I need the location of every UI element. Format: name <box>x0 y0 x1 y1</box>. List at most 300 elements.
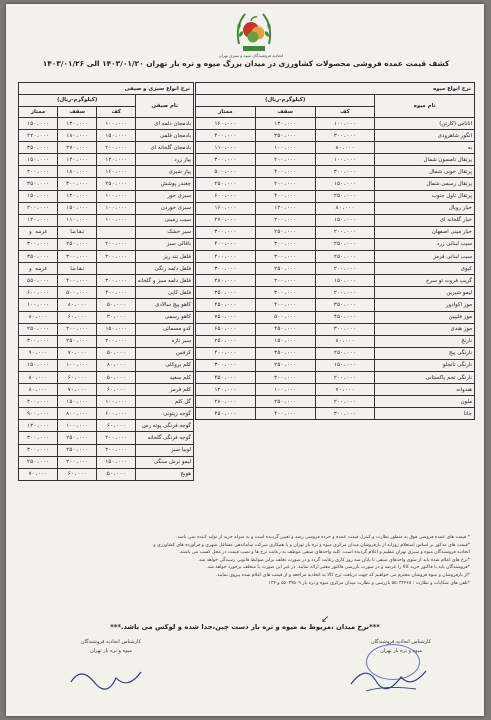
veg-empty-cell <box>97 226 136 238</box>
fruit-best-cell: ۴۰۰،۰۰۰ <box>196 251 256 263</box>
fruit-best-cell: ۴۰۰،۰۰۰ <box>196 238 256 250</box>
veg-row <box>19 166 194 178</box>
fruit-max-cell: ۱۰۰،۰۰۰ <box>255 142 315 154</box>
veg-min-cell: ۱۰۰،۰۰۰ <box>97 202 136 214</box>
veg-max-cell: ۴۰۰،۰۰۰ <box>58 275 97 287</box>
veg-min-cell: ۱۰۰،۰۰۰ <box>97 190 136 202</box>
veg-name-cell: گوجه زیتونی <box>136 408 194 420</box>
veg-name-cell: پیاز زرد <box>136 154 194 166</box>
fruit-min-cell: ۱۰۰،۰۰۰ <box>315 118 375 130</box>
veg-best-cell: ۳۰۰،۰۰۰ <box>19 432 58 444</box>
fruit-name-cell: نارنج <box>375 335 475 347</box>
fruit-min-cell: ۱۰۰،۰۰۰ <box>315 154 375 166</box>
note-line: *تلفن های شکایات و نظارت : ۵۵۰۳۲۴۶۸ بازرسی و نظارت میدان مرکزی میوه و تره بار ۵۵۰۳۹۵۰۹ و ۱۲۴ <box>268 580 470 586</box>
veg-min-cell: ۱۲۰،۰۰۰ <box>97 154 136 166</box>
fruit-name-cell: پرتقال تاول جنوب <box>375 190 475 202</box>
veg-demand-cell: تقاضا <box>58 226 97 238</box>
veg-best-cell: ۳۰۰،۰۰۰ <box>19 444 58 456</box>
veg-best-header: ممتاز <box>19 106 58 118</box>
fruit-min-cell: ۲۵۰،۰۰۰ <box>315 347 375 359</box>
veg-max-cell: ۶۰،۰۰۰ <box>58 468 97 480</box>
veg-max-cell: ۱۰۰،۰۰۰ <box>58 420 97 432</box>
veg-min-cell: ۳۰،۰۰۰ <box>97 311 136 323</box>
fruit-name-cell: به <box>375 142 475 154</box>
fruit-max-cell: ۴۰۰،۰۰۰ <box>255 299 315 311</box>
fruit-best-cell: ۲۵۰،۰۰۰ <box>196 335 256 347</box>
fruit-min-cell: ۱۵۰،۰۰۰ <box>315 359 375 371</box>
veg-row <box>19 226 194 238</box>
fruit-name-cell: خیار مینی اصفهان <box>375 226 475 238</box>
veg-best-cell: ۱۵۰،۰۰۰ <box>19 359 58 371</box>
veg-best-cell: ۹۰۰،۰۰۰ <box>19 408 58 420</box>
note-line: اتحادیه فروشندگان میوه و سبزی تهران تنظیم و اعلام گردیده است. کلیه واحدهای صنفی موظف به رعایت نرخ ها و نصب قیمت در محل کسب می باشند. <box>178 550 470 556</box>
veg-row <box>19 468 194 480</box>
fruit-row <box>196 371 475 383</box>
veg-name-cell: کاهو رسمی <box>136 311 194 323</box>
veg-best-cell: ۳۵۰،۰۰۰ <box>19 251 58 263</box>
veg-min-cell: ۶۰،۰۰۰ <box>97 420 136 432</box>
veg-row <box>19 408 194 420</box>
fruit-price-table <box>195 82 475 420</box>
veg-table-body <box>19 118 194 481</box>
veg-supply-cell: عرضه و <box>19 226 58 238</box>
veg-name-cell: فلفل دلمه رنگی <box>136 263 194 275</box>
veg-min-cell: ۵۰،۰۰۰ <box>97 468 136 480</box>
fruit-min-cell: ۳۰۰،۰۰۰ <box>315 408 375 420</box>
veg-row <box>19 299 194 311</box>
veg-name-cell: کلم بروکلی <box>136 359 194 371</box>
fruit-best-cell: ۴۵۰،۰۰۰ <box>196 299 256 311</box>
veg-name-cell: بادمجان گلخانه ای <box>136 142 194 154</box>
veg-min-cell: ۲۰۰،۰۰۰ <box>97 444 136 456</box>
veg-min-cell: ۱۵۰،۰۰۰ <box>97 323 136 335</box>
fruit-max-cell: ۳۵۰،۰۰۰ <box>255 347 315 359</box>
veg-row <box>19 323 194 335</box>
fruit-min-cell: ۱۵۰،۰۰۰ <box>315 178 375 190</box>
veg-best-cell: ۸۰،۰۰۰ <box>19 384 58 396</box>
veg-max-cell: ۱۳۰،۰۰۰ <box>58 118 97 130</box>
veg-section-title: نرخ انواع سبزی و صیفی <box>19 83 194 95</box>
fruit-row <box>196 396 475 408</box>
veg-best-cell: ۳۰۰،۰۰۰ <box>19 238 58 250</box>
veg-min-cell: ۵۰،۰۰۰ <box>97 299 136 311</box>
veg-max-cell: ۳۰۰،۰۰۰ <box>58 251 97 263</box>
fruit-row <box>196 263 475 275</box>
veg-name-cell: چغندر پوشش <box>136 178 194 190</box>
veg-min-header: کف <box>97 106 136 118</box>
fruit-max-cell: ۲۵۰،۰۰۰ <box>255 359 315 371</box>
fruit-best-cell: ۱۶۰،۰۰۰ <box>196 202 256 214</box>
fruit-max-cell: ۴۰۰،۰۰۰ <box>255 190 315 202</box>
veg-best-cell: ۲۲۰،۰۰۰ <box>19 130 58 142</box>
veg-best-cell: ۱۵۰،۰۰۰ <box>19 190 58 202</box>
veg-max-cell: ۶۰،۰۰۰ <box>58 311 97 323</box>
fruit-max-cell: ۲۰۰،۰۰۰ <box>255 214 315 226</box>
veg-min-cell: ۲۰۰،۰۰۰ <box>97 251 136 263</box>
veg-row <box>19 335 194 347</box>
veg-name-cell: کدو مسمائی <box>136 323 194 335</box>
veg-name-cell: گوجه فرنگی گلخانه <box>136 432 194 444</box>
note-line: * قیمت های عمده فروشی فوق به منظور نظارت و کنترل قیمت عمده و خرده فروشی رصد و تعیین گردیده است و به منزله خرید از تولید کننده نمی باشد. <box>176 535 470 540</box>
fruit-max-cell: ۴۵۰،۰۰۰ <box>255 323 315 335</box>
fruit-max-cell: ۱۲۰،۰۰۰ <box>255 202 315 214</box>
fruit-max-header: سقف <box>255 106 315 118</box>
veg-min-cell: ۵۰،۰۰۰ <box>97 371 136 383</box>
veg-name-cell: سبزی خوردن <box>136 202 194 214</box>
fruit-unit-header: (کیلوگرم-ریال) <box>196 95 375 107</box>
veg-best-cell: ۳۵۰،۰۰۰ <box>19 142 58 154</box>
fruit-max-cell: ۲۰۰،۰۰۰ <box>255 154 315 166</box>
veg-name-cell: لوبیا سبز <box>136 444 194 456</box>
fruit-min-cell: ۲۰۰،۰۰۰ <box>315 287 375 299</box>
fruit-min-cell: ۱۵۰،۰۰۰ <box>315 275 375 287</box>
fruit-row <box>196 408 475 420</box>
fruit-row <box>196 190 475 202</box>
veg-max-cell: ۱۱۰،۰۰۰ <box>58 214 97 226</box>
fruit-best-cell: ۷۵۰،۰۰۰ <box>196 311 256 323</box>
veg-min-cell: ۶۰،۰۰۰ <box>97 384 136 396</box>
fruit-name-cell: لیمو شیرین <box>375 287 475 299</box>
veg-max-cell: ۷۰،۰۰۰ <box>58 384 97 396</box>
veg-best-cell: ۲۰۰،۰۰۰ <box>19 166 58 178</box>
veg-best-cell: ۱۲۰،۰۰۰ <box>19 214 58 226</box>
fruit-name-cell: هندوانه <box>375 384 475 396</box>
fruit-min-cell: ۳۰۰،۰۰۰ <box>315 166 375 178</box>
fruit-row <box>196 178 475 190</box>
fruit-row <box>196 251 475 263</box>
veg-max-cell: ۸۰،۰۰۰ <box>58 299 97 311</box>
fruit-max-cell: ۵۰۰،۰۰۰ <box>255 311 315 323</box>
fruit-max-cell: ۳۰۰،۰۰۰ <box>255 238 315 250</box>
veg-max-cell: ۲۵۰،۰۰۰ <box>58 335 97 347</box>
veg-name-cell: کلم قرمز <box>136 384 194 396</box>
fruit-best-cell: ۳۰۰،۰۰۰ <box>196 359 256 371</box>
fruit-min-cell: ۲۰۰،۰۰۰ <box>315 226 375 238</box>
veg-max-cell: ۲۰۰،۰۰۰ <box>58 456 97 468</box>
veg-min-cell: ۶۰۰،۰۰۰ <box>97 408 136 420</box>
fruit-best-cell: ۳۰۰،۰۰۰ <box>196 263 256 275</box>
veg-name-cell: سیب زمینی <box>136 214 194 226</box>
veg-max-cell: ۱۸۰،۰۰۰ <box>58 166 97 178</box>
veg-max-cell: ۷۰،۰۰۰ <box>58 347 97 359</box>
fruit-min-cell: ۲۰۰،۰۰۰ <box>315 396 375 408</box>
left-signature-block <box>46 638 176 656</box>
fruit-min-cell: ۷۰،۰۰۰ <box>315 384 375 396</box>
veg-max-cell: ۲۰۰،۰۰۰ <box>58 323 97 335</box>
fruit-min-cell: ۸۰،۰۰۰ <box>315 142 375 154</box>
veg-min-cell: ۱۰۰،۰۰۰ <box>97 396 136 408</box>
veg-row <box>19 347 194 359</box>
fruit-best-cell: ۱۶۰،۰۰۰ <box>196 118 256 130</box>
veg-row <box>19 456 194 468</box>
veg-best-cell: ۵۵۰،۰۰۰ <box>19 275 58 287</box>
veg-max-cell: ۳۰۰،۰۰۰ <box>58 178 97 190</box>
veg-name-cell: کلم سفید <box>136 371 194 383</box>
veg-best-cell: ۱۵۰،۰۰۰ <box>19 154 58 166</box>
veg-best-cell: ۷۰،۰۰۰ <box>19 468 58 480</box>
fruit-min-cell: ۲۵۰،۰۰۰ <box>315 190 375 202</box>
market-price-note: ***نرخ میدان ،مربوط به میوه و تره بار دست چین،جدا شده و لوکس می باشد.*** <box>110 623 380 631</box>
fruit-best-cell: ۲۵۰،۰۰۰ <box>196 178 256 190</box>
fruit-name-cell: پرتقال رسمی شمال <box>375 178 475 190</box>
veg-min-cell: ۲۵۰،۰۰۰ <box>97 178 136 190</box>
veg-supply-cell: عرضه و <box>19 263 58 275</box>
veg-max-cell: ۲۷۰،۰۰۰ <box>58 142 97 154</box>
fruit-best-cell: ۴۵۰،۰۰۰ <box>196 408 256 420</box>
veg-name-cell: پیاز شیری <box>136 166 194 178</box>
fruit-best-cell: ۲۷۰،۰۰۰ <box>196 214 256 226</box>
veg-row <box>19 275 194 287</box>
fruit-best-cell: ۵۰۰،۰۰۰ <box>196 166 256 178</box>
fruit-row <box>196 323 475 335</box>
veg-row <box>19 130 194 142</box>
fruit-best-cell: ۱۱۰،۰۰۰ <box>196 142 256 154</box>
note-line: *قیمت های مذکور بر اساس استعلام روزانه از بارفروشان میدان مرکزی میوه و تره بار تهران و با همکاری شرکت ساماندهی مشاغل شهری و فرآورده های کشاورزی و <box>153 542 470 548</box>
fruit-best-cell: ۳۰۰،۰۰۰ <box>196 154 256 166</box>
veg-max-cell: ۱۰۰،۰۰۰ <box>58 359 97 371</box>
veg-best-cell: ۳۵۰،۰۰۰ <box>19 178 58 190</box>
veg-row <box>19 214 194 226</box>
veg-min-cell: ۵۰،۰۰۰ <box>97 347 136 359</box>
fruit-max-cell: ۳۰۰،۰۰۰ <box>255 371 315 383</box>
veg-best-cell: ۲۵۰،۰۰۰ <box>19 456 58 468</box>
fruit-min-cell: ۸۰،۰۰۰ <box>315 335 375 347</box>
fruit-name-cell: پرتقال خونی شمال <box>375 166 475 178</box>
veg-max-cell: ۱۵۰،۰۰۰ <box>58 202 97 214</box>
veg-max-cell: ۱۸۰،۰۰۰ <box>58 130 97 142</box>
veg-name-cell: کاهو پیچ سالادی <box>136 299 194 311</box>
left-signature-subtitle: میوه و تره بار تهران <box>90 648 132 654</box>
document-title: کشف قیمت عمده فروشی محصولات کشاورزی در میدان بزرگ میوه و تره بار تهران ۱۴۰۳/۰۱/۲۰ الی ۱۴۰۳/۰۱/۲۶ <box>42 59 450 68</box>
fruit-max-cell: ۴۰۰،۰۰۰ <box>255 408 315 420</box>
fruit-best-cell: ۳۰۰،۰۰۰ <box>196 226 256 238</box>
veg-name-cell: سبزی جور <box>136 190 194 202</box>
fruit-best-cell: ۳۵۰،۰۰۰ <box>196 287 256 299</box>
veg-demand-cell: تقاضا <box>58 263 97 275</box>
fruit-min-cell: ۳۵۰،۰۰۰ <box>315 299 375 311</box>
fruit-best-cell: ۴۰۰،۰۰۰ <box>196 130 256 142</box>
fruit-min-cell: ۲۰۰،۰۰۰ <box>315 263 375 275</box>
fruit-name-cell: نارنگی تخم پاکستانی <box>375 371 475 383</box>
fruit-name-cell: کیوی <box>375 263 475 275</box>
veg-min-cell: ۱۵۰،۰۰۰ <box>97 130 136 142</box>
fruit-max-cell: ۱۰۰،۰۰۰ <box>255 384 315 396</box>
veg-max-cell: ۲۵۰،۰۰۰ <box>58 444 97 456</box>
veg-row <box>19 251 194 263</box>
fruit-max-cell: ۲۵۰،۰۰۰ <box>255 396 315 408</box>
fruit-best-cell: ۲۸۰،۰۰۰ <box>196 396 256 408</box>
veg-best-cell: ۹۰،۰۰۰ <box>19 347 58 359</box>
fruit-max-cell: ۲۵۰،۰۰۰ <box>255 226 315 238</box>
fruit-min-cell: ۲۵۰،۰۰۰ <box>315 238 375 250</box>
fruit-row <box>196 166 475 178</box>
veg-min-cell: ۱۶۰،۰۰۰ <box>97 166 136 178</box>
veg-row <box>19 396 194 408</box>
veg-row <box>19 154 194 166</box>
veg-name-cell: فلفل دلمه سبز و گلخانه <box>136 275 194 287</box>
fruit-best-cell: ۲۸۰،۰۰۰ <box>196 275 256 287</box>
veg-row <box>19 238 194 250</box>
veg-row <box>19 384 194 396</box>
veg-min-cell: ۴۰۰،۰۰۰ <box>97 287 136 299</box>
fruit-name-cell: سیب لبنانی زرد <box>375 238 475 250</box>
fruit-row <box>196 299 475 311</box>
veg-name-cell: گوجه فرنگی پوته رس <box>136 420 194 432</box>
fruit-max-cell: ۲۵۰،۰۰۰ <box>255 263 315 275</box>
fruit-max-cell: ۴۰۰،۰۰۰ <box>255 166 315 178</box>
veg-max-cell: ۶۰،۰۰۰ <box>58 371 97 383</box>
veg-best-cell: ۳۰۰،۰۰۰ <box>19 335 58 347</box>
fruit-max-cell: ۱۵۰،۰۰۰ <box>255 335 315 347</box>
left-handwritten-signature <box>66 662 146 698</box>
fruit-min-cell: ۴۵۰،۰۰۰ <box>315 311 375 323</box>
fruit-best-cell: ۱۲۰،۰۰۰ <box>196 384 256 396</box>
veg-row <box>19 444 194 456</box>
fruit-name-cell: خیار رویال <box>375 202 475 214</box>
org-name: اتحادیه فروشندگان میوه و سبزی تهران <box>218 53 284 58</box>
fruit-best-header: ممتاز <box>196 106 256 118</box>
veg-row <box>19 118 194 130</box>
fruit-row <box>196 118 475 130</box>
veg-max-cell: ۲۵۰،۰۰۰ <box>58 238 97 250</box>
veg-best-cell: ۲۵۰،۰۰۰ <box>19 323 58 335</box>
veg-max-cell: ۵۰۰،۰۰۰ <box>58 287 97 299</box>
fruit-max-cell: ۲۰۰،۰۰۰ <box>255 275 315 287</box>
fruit-row <box>196 238 475 250</box>
veg-row <box>19 142 194 154</box>
veg-name-cell: گل کلم <box>136 396 194 408</box>
note-line: *از بارفروشان و میوه فروشان محترم می خواهیم که جهت دریافت نرخ کالا به اتحادیه مراجعه و از قیمت های اعلام شده پیروی نمایند. <box>215 572 470 578</box>
fruit-row <box>196 287 475 299</box>
veg-best-cell: ۲۰۰،۰۰۰ <box>19 396 58 408</box>
veg-min-cell: ۱۰۰،۰۰۰ <box>97 214 136 226</box>
note-line: *فروشندگان باید با فاکتور خرید کالا را عرضه و در صورت بازرسی فاکتور معتبر ارائه نمایند. در غیر این صورت با متخلف برخورد خواهد شد. <box>206 565 470 571</box>
note-line: *نرخ های اعلام شده باید از سوی واحدهای صنفی تا پایان سه روز کاری رعایت گردد و در صورت تخلف برابر ضوابط قانونی رسیدگی خواهد شد. <box>197 557 470 563</box>
fruit-name-cell: انگور شاهرودی <box>375 130 475 142</box>
fruit-best-cell: ۴۵۰،۰۰۰ <box>196 371 256 383</box>
right-handwritten-signature <box>346 659 436 699</box>
right-signature-subtitle: میوه و تره بار تهران <box>380 648 422 654</box>
vegetable-price-table <box>18 82 194 481</box>
fruit-row <box>196 130 475 142</box>
fruit-row <box>196 142 475 154</box>
veg-name-cell: فلفل کاپی <box>136 287 194 299</box>
fruit-name-cell: گریپ فروت تو سرخ <box>375 275 475 287</box>
veg-max-cell: ۱۲۰،۰۰۰ <box>58 190 97 202</box>
veg-row <box>19 178 194 190</box>
fruit-min-cell: ۸۰،۰۰۰ <box>315 202 375 214</box>
fruit-max-cell: ۲۰۰،۰۰۰ <box>255 178 315 190</box>
veg-row <box>19 359 194 371</box>
fruit-row <box>196 226 475 238</box>
fruit-name-cell: نارنگی تانجلو <box>375 359 475 371</box>
fruit-row <box>196 154 475 166</box>
veg-best-cell: ۸۰،۰۰۰ <box>19 371 58 383</box>
veg-row <box>19 311 194 323</box>
veg-best-cell: ۱۰۰،۰۰۰ <box>19 299 58 311</box>
fruit-best-cell: ۶۵۰،۰۰۰ <box>196 323 256 335</box>
veg-name-cell: بادمجان دلمه ای <box>136 118 194 130</box>
fruit-max-cell: ۳۵۰،۰۰۰ <box>255 130 315 142</box>
fruit-row <box>196 275 475 287</box>
veg-name-cell: فلفل تند ریز <box>136 251 194 263</box>
veg-min-cell: ۸۰،۰۰۰ <box>97 359 136 371</box>
veg-name-header: نام صیفی <box>136 95 194 118</box>
fruit-max-cell: ۳۰۰،۰۰۰ <box>255 287 315 299</box>
veg-row <box>19 202 194 214</box>
veg-row <box>19 371 194 383</box>
veg-max-cell: ۲۵۰،۰۰۰ <box>58 432 97 444</box>
fruit-max-cell: ۳۰۰،۰۰۰ <box>255 251 315 263</box>
veg-unit-header: (کیلوگرم-ریال) <box>19 95 136 107</box>
veg-min-cell: ۲۰۰،۰۰۰ <box>97 432 136 444</box>
fruit-name-cell: موز هندی <box>375 323 475 335</box>
fruit-row <box>196 214 475 226</box>
veg-best-cell: ۲۰۰،۰۰۰ <box>19 202 58 214</box>
fruit-section-title: نرخ انواع میوه <box>196 83 475 95</box>
fruit-name-cell: اناناس (کارتن) <box>375 118 475 130</box>
veg-row <box>19 420 194 432</box>
fruit-name-cell: خیار گلخانه ای <box>375 214 475 226</box>
fruit-row <box>196 347 475 359</box>
veg-name-cell: لیمو ترش سنگی <box>136 456 194 468</box>
document-page <box>6 4 484 716</box>
right-signature-title: کارشناس اتحادیه فروشندگان <box>370 639 432 645</box>
left-signature-title: کارشناس اتحادیه فروشندگان <box>80 639 142 645</box>
fruit-name-header: نام میوه <box>375 95 475 118</box>
veg-empty-cell <box>97 263 136 275</box>
fruit-min-cell: ۱۵۰،۰۰۰ <box>315 214 375 226</box>
veg-name-cell: سیر تازه <box>136 335 194 347</box>
veg-max-cell: ۱۵۰،۰۰۰ <box>58 396 97 408</box>
fruit-name-cell: پرتقال تامسون شمال <box>375 154 475 166</box>
veg-row <box>19 263 194 275</box>
fruit-min-cell: ۳۰۰،۰۰۰ <box>315 323 375 335</box>
fruit-best-cell: ۴۰۰،۰۰۰ <box>196 347 256 359</box>
fruit-table-body <box>196 118 475 420</box>
fruit-min-cell: ۲۰۰،۰۰۰ <box>315 371 375 383</box>
veg-name-cell: کرفس <box>136 347 194 359</box>
fruit-row <box>196 335 475 347</box>
veg-name-cell: بادمجان قلمی <box>136 130 194 142</box>
veg-best-cell: ۶۰۰،۰۰۰ <box>19 287 58 299</box>
veg-best-cell: ۱۵۰،۰۰۰ <box>19 118 58 130</box>
notes-block <box>20 534 470 587</box>
fruit-min-cell: ۲۵۰،۰۰۰ <box>315 251 375 263</box>
fruit-best-cell: ۶۰۰،۰۰۰ <box>196 190 256 202</box>
veg-max-header: سقف <box>58 106 97 118</box>
veg-min-cell: ۲۰۰،۰۰۰ <box>97 335 136 347</box>
fruit-max-cell: ۱۳۰،۰۰۰ <box>255 118 315 130</box>
fruit-name-cell: نارنگی پیج <box>375 347 475 359</box>
veg-min-cell: ۲۰۰،۰۰۰ <box>97 142 136 154</box>
fruit-row <box>196 384 475 396</box>
veg-name-cell: هویج <box>136 468 194 480</box>
fruit-min-cell: ۳۰۰،۰۰۰ <box>315 130 375 142</box>
veg-row <box>19 287 194 299</box>
fruit-name-cell: جانا <box>375 408 475 420</box>
veg-max-cell: ۸۰۰،۰۰۰ <box>58 408 97 420</box>
veg-min-cell: ۱۵۰،۰۰۰ <box>97 456 136 468</box>
fruit-name-cell: موز اکوادور <box>375 299 475 311</box>
arrow-icon: ↙ <box>321 614 330 625</box>
fruit-name-cell: سیب لبنانی قرمز <box>375 251 475 263</box>
veg-min-cell: ۲۰۰،۰۰۰ <box>97 238 136 250</box>
veg-name-cell: سیر خشک <box>136 226 194 238</box>
veg-min-cell: ۳۰۰،۰۰۰ <box>97 275 136 287</box>
veg-row <box>19 432 194 444</box>
fruit-row <box>196 359 475 371</box>
